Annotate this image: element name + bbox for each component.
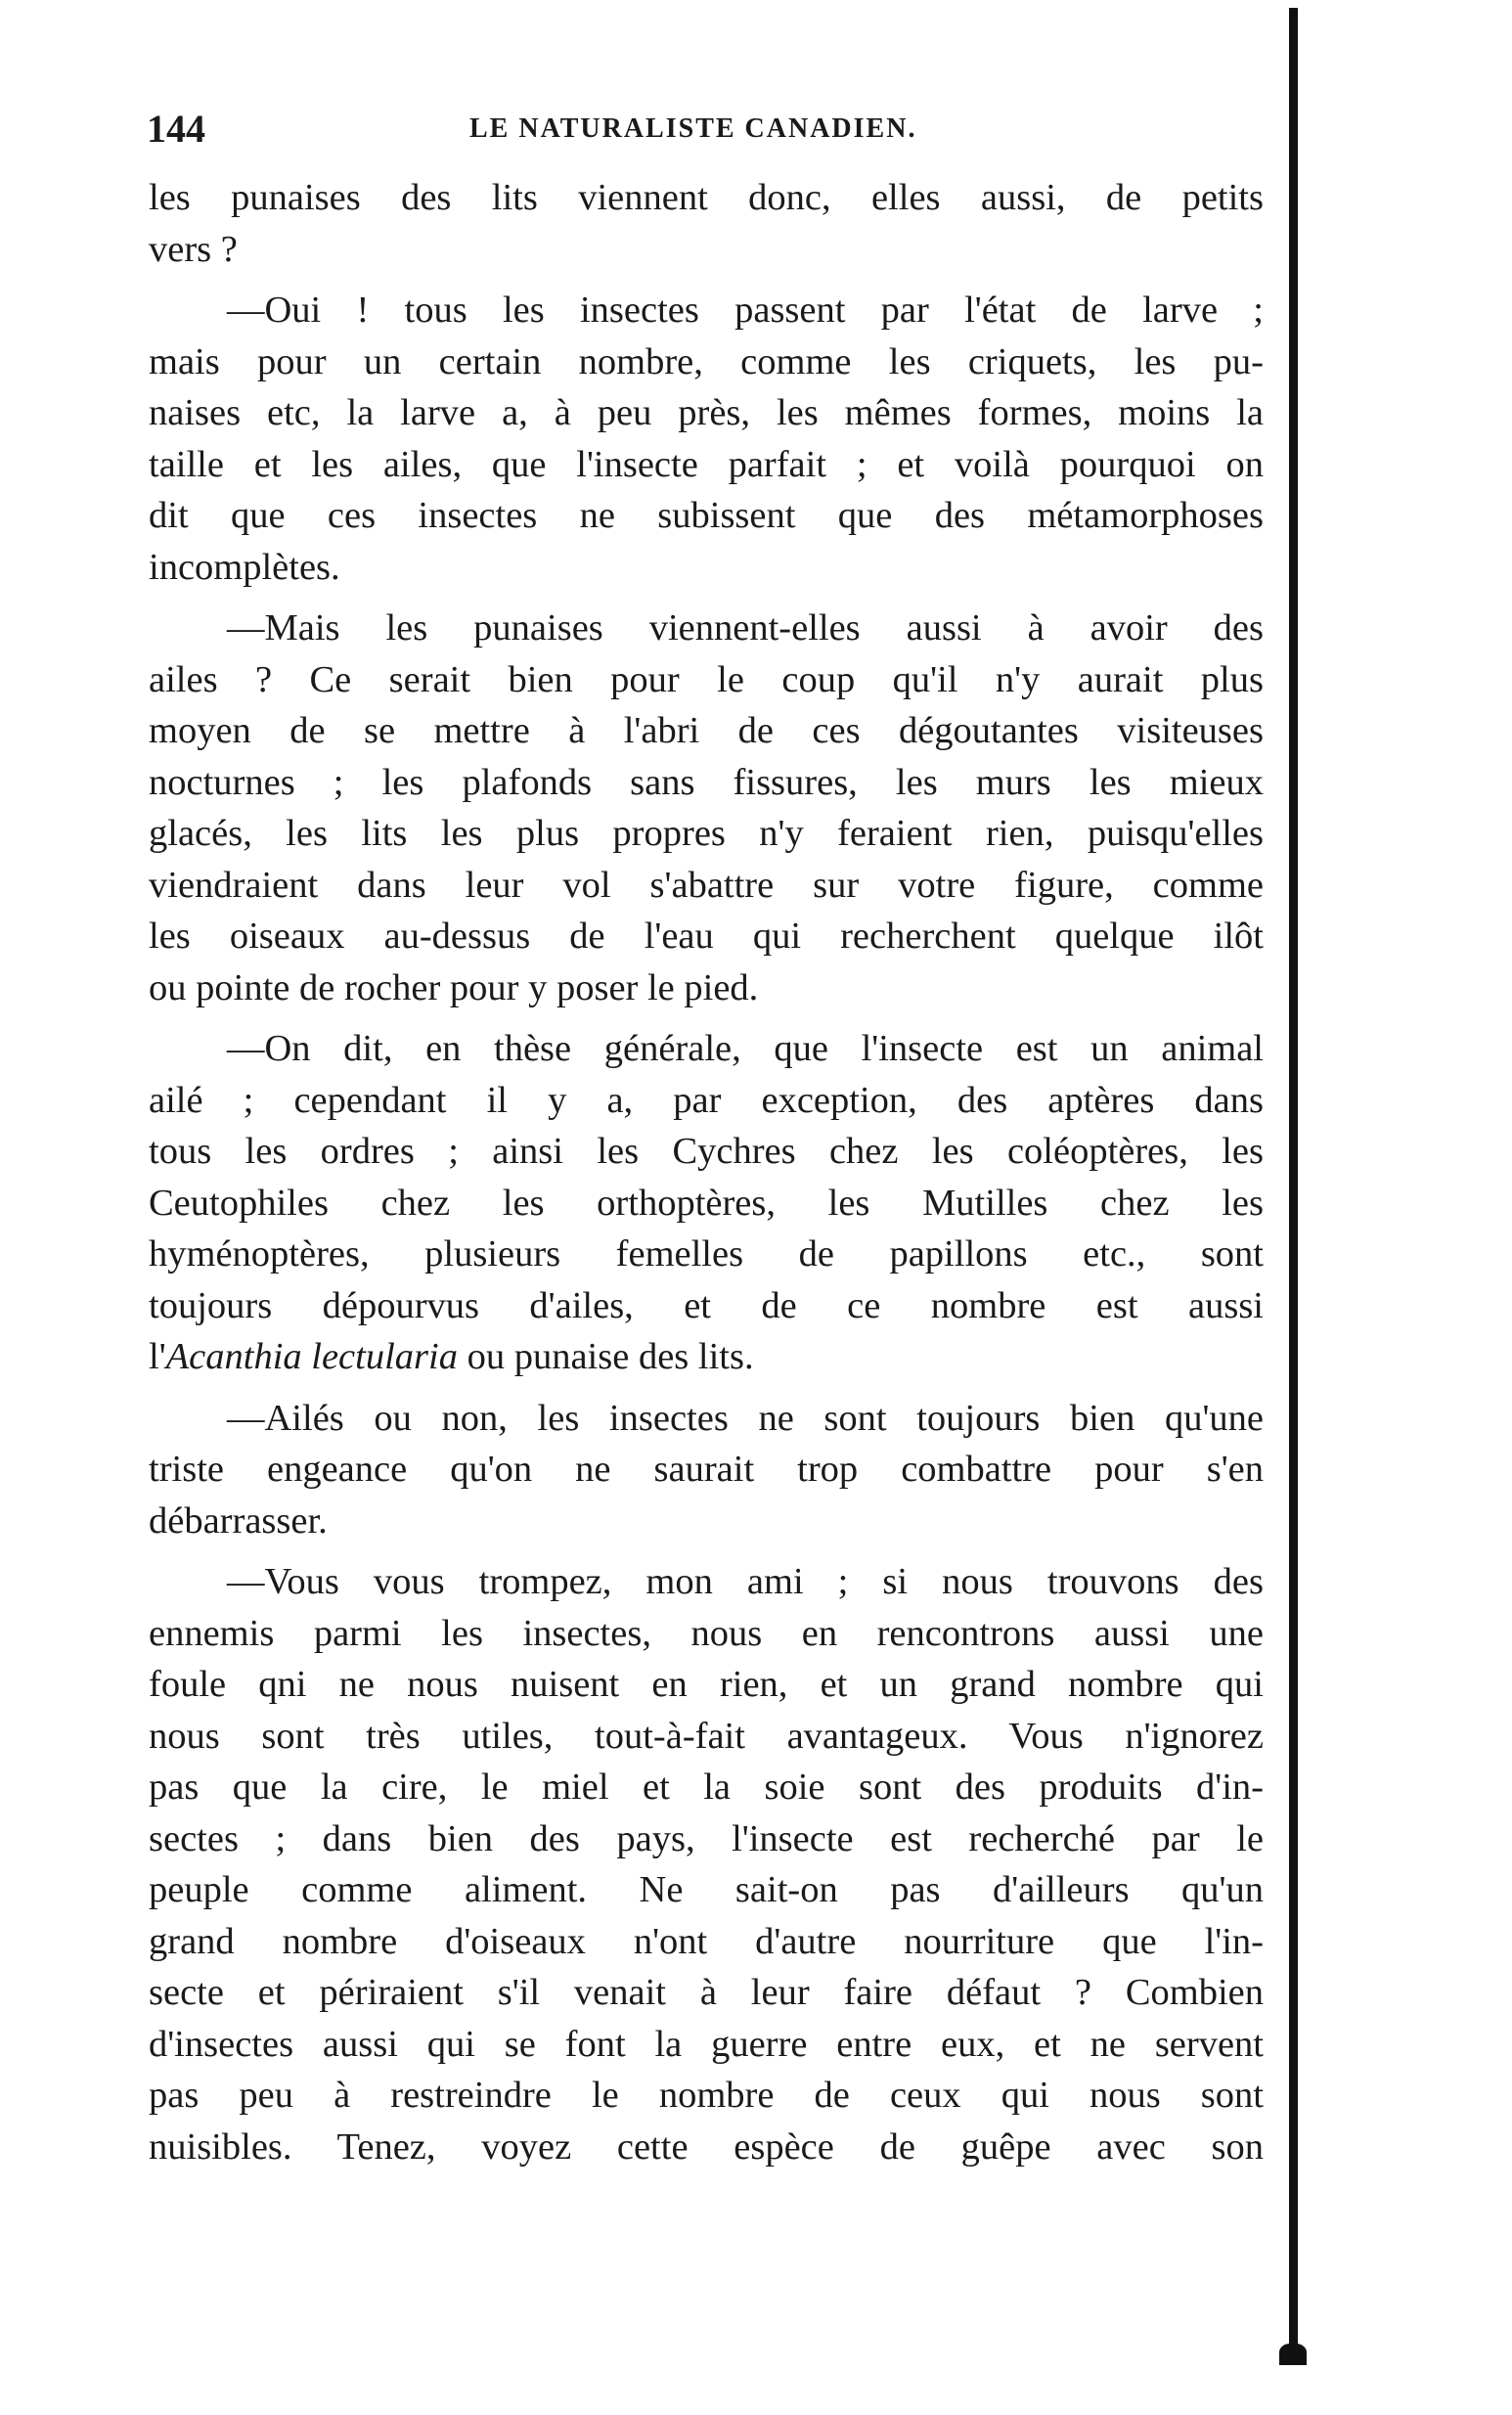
text-fragment: l': [149, 1336, 166, 1377]
text-line: pas peu à restreindre le nombre de ceux qui nous sont: [149, 2075, 1264, 2116]
text-line: vers ?: [149, 228, 238, 270]
text-line: peuple comme aliment. Ne sait-on pas d'ailleurs qu'un: [149, 1869, 1264, 1910]
text-line: —Ailés ou non, les insectes ne sont toujours bien qu'une: [227, 1397, 1264, 1439]
text-line: toujours dépourvus d'ailes, et de ce nombre est aussi: [149, 1284, 1264, 1326]
text-line: ailes ? Ce serait bien pour le coup qu'il n'y aurait plus: [149, 658, 1264, 700]
text-line: sectes ; dans bien des pays, l'insecte est recherché par le: [149, 1817, 1264, 1859]
text-line: tous les ordres ; ainsi les Cychres chez les coléoptères, les: [149, 1131, 1264, 1172]
text-line: mais pour un certain nombre, comme les criquets, les pu-: [149, 340, 1264, 382]
body-text: [149, 172, 1264, 2172]
text-line: grand nombre d'oiseaux n'ont d'autre nourriture que l'in-: [149, 1920, 1264, 1962]
page-header: [147, 106, 1262, 164]
text-line: nuisibles. Tenez, voyez cette espèce de guêpe avec son: [149, 2125, 1264, 2168]
text-line: viendraient dans leur vol s'abattre sur votre figure, comme: [149, 864, 1264, 906]
text-line: ailé ; cependant il y a, par exception, des aptères dans: [149, 1079, 1264, 1121]
text-fragment: ou punaise des lits.: [457, 1336, 754, 1377]
text-line: ennemis parmi les insectes, nous en rencontrons aussi une: [149, 1612, 1264, 1654]
text-line: ou pointe de rocher pour y poser le pied.: [149, 966, 759, 1008]
text-line: incomplètes.: [149, 546, 340, 588]
text-line-with-italic: [149, 1331, 1264, 1383]
text-line: les punaises des lits viennent donc, elles aussi, de petits: [149, 177, 1264, 218]
scan-margin-rule-foot: [1279, 2344, 1307, 2365]
text-line: —On dit, en thèse générale, que l'insecte est un animal: [227, 1028, 1264, 1069]
text-line: naises etc, la larve a, à peu près, les mêmes formes, moins la: [149, 392, 1264, 433]
text-line: nocturnes ; les plafonds sans fissures, les murs les mieux: [149, 761, 1264, 803]
text-line: pas que la cire, le miel et la soie sont des produits d'in-: [149, 1767, 1264, 1808]
text-line: —Vous vous trompez, mon ami ; si nous trouvons des: [227, 1561, 1264, 1602]
text-line: les oiseaux au-dessus de l'eau qui recherchent quelque ilôt: [149, 916, 1264, 957]
text-line: dit que ces insectes ne subissent que des métamorphoses: [149, 495, 1264, 536]
text-line: —Mais les punaises viennent-elles aussi à avoir des: [227, 607, 1264, 648]
text-line: hyménoptères, plusieurs femelles de papillons etc., sont: [149, 1233, 1264, 1275]
text-line: foule qni ne nous nuisent en rien, et un grand nombre qui: [149, 1664, 1264, 1705]
text-line: débarrasser.: [149, 1499, 328, 1542]
scan-margin-rule: [1289, 8, 1298, 2350]
text-line: glacés, les lits les plus propres n'y feraient rien, puisqu'elles: [149, 813, 1264, 854]
page-number: 144: [147, 107, 205, 151]
running-title: LE NATURALISTE CANADIEN.: [469, 113, 917, 144]
text-line: moyen de se mettre à l'abri de ces dégoutantes visiteuses: [149, 710, 1264, 751]
text-line: secte et périraient s'il venait à leur faire défaut ? Combien: [149, 1972, 1264, 2013]
text-line: Ceutophiles chez les orthoptères, les Mutilles chez les: [149, 1182, 1264, 1224]
text-line: triste engeance qu'on ne saurait trop combattre pour s'en: [149, 1449, 1264, 1490]
text-line: nous sont très utiles, tout-à-fait avantageux. Vous n'ignorez: [149, 1715, 1264, 1757]
text-line: taille et les ailes, que l'insecte parfait ; et voilà pourquoi on: [149, 443, 1264, 485]
species-name: Acanthia lectularia: [165, 1336, 458, 1377]
text-line: d'insectes aussi qui se font la guerre entre eux, et ne servent: [149, 2023, 1264, 2065]
text-line: —Oui ! tous les insectes passent par l'état de larve ;: [227, 290, 1264, 331]
